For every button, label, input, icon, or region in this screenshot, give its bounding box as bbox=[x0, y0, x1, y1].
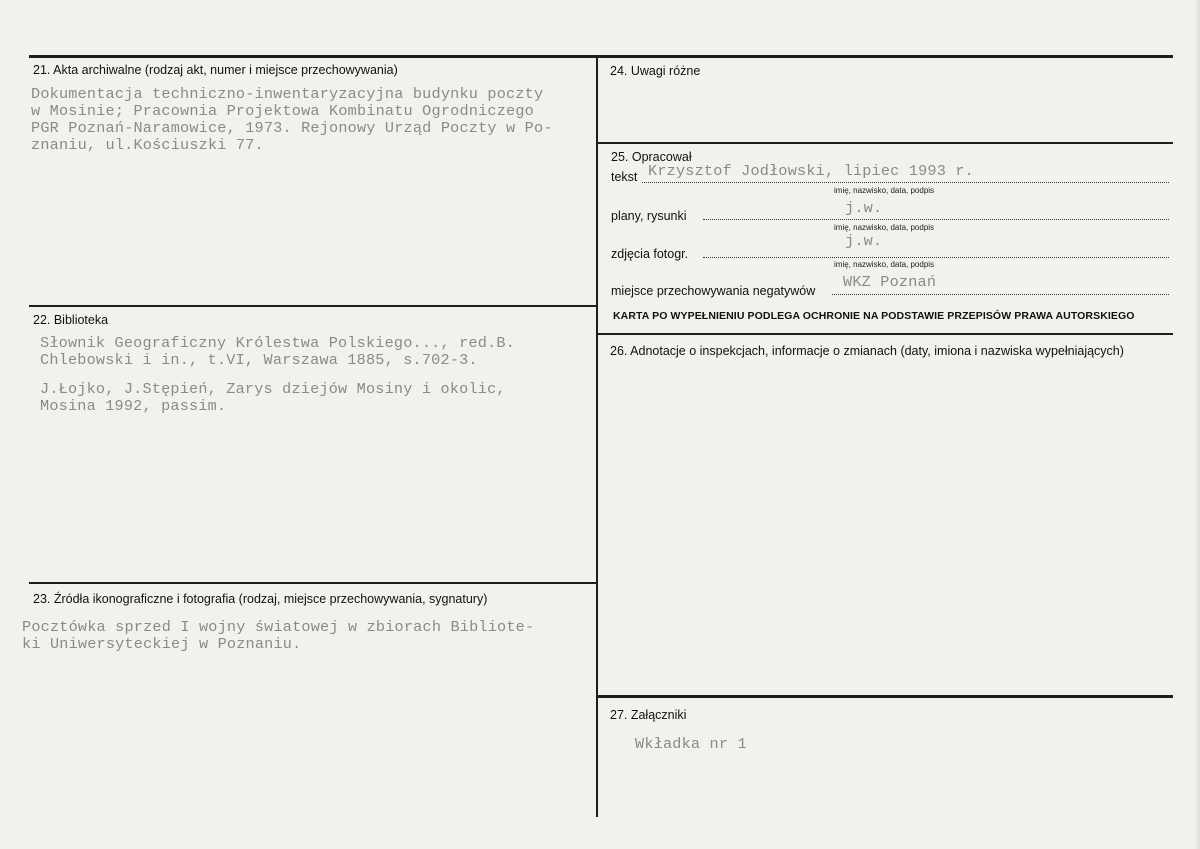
negatives-field-value: WKZ Poznań bbox=[843, 273, 937, 291]
photos-field-value: j.w. bbox=[845, 232, 883, 250]
section-21-label: 21. Akta archiwalne (rodzaj akt, numer i miejsce przechowywania) bbox=[33, 63, 398, 77]
text-field-caption: imię, nazwisko, data, podpis bbox=[834, 186, 935, 195]
copyright-notice: KARTA PO WYPEŁNIENIU PODLEGA OCHRONIE NA PODSTAWIE PRZEPISÓW PRAWA AUTORSKIEGO bbox=[613, 310, 1135, 322]
section-25-label: 25. Opracował bbox=[611, 150, 692, 164]
text-field-value: Krzysztof Jodłowski, lipiec 1993 r. bbox=[648, 162, 974, 180]
section-23-line-1: Pocztówka sprzed I wojny światowej w zbiorach Bibliote- bbox=[22, 618, 535, 636]
section-27-value: Wkładka nr 1 bbox=[635, 735, 747, 753]
plans-field-line bbox=[703, 219, 1169, 220]
plans-field-label: plany, rysunki bbox=[611, 209, 687, 223]
section-22-line-1: Słownik Geograficzny Królestwa Polskiego..., red.B. bbox=[40, 334, 516, 352]
section-22-label: 22. Biblioteka bbox=[33, 313, 109, 327]
section-21-line-2: w Mosinie; Pracownia Projektowa Kombinatu Ogrodniczego bbox=[31, 102, 534, 120]
section-26-label: 26. Adnotacje o inspekcjach, informacje o zmianach (daty, imiona i nazwiska wypełniających) bbox=[610, 344, 1124, 358]
photos-field-label: zdjęcia fotogr. bbox=[611, 247, 689, 261]
section-21-line-3: PGR Poznań-Naramowice, 1973. Rejonowy Urząd Poczty w Po- bbox=[31, 119, 553, 137]
card-edge-shadow bbox=[1194, 0, 1200, 849]
rule-25-26 bbox=[597, 333, 1173, 335]
negatives-field-line bbox=[832, 294, 1169, 295]
photos-field-line bbox=[703, 257, 1169, 258]
section-27-label: 27. Załączniki bbox=[610, 708, 687, 722]
plans-field-value: j.w. bbox=[845, 199, 883, 217]
rule-26-27 bbox=[597, 695, 1173, 698]
plans-field-caption: imię, nazwisko, data, podpis bbox=[834, 223, 935, 232]
section-23-label: 23. Źródła ikonograficzne i fotografia (rodzaj, miejsce przechowywania, sygnatury) bbox=[33, 592, 488, 606]
section-24-label: 24. Uwagi różne bbox=[610, 64, 701, 78]
rule-21-22 bbox=[29, 305, 597, 307]
photos-field-caption: imię, nazwisko, data, podpis bbox=[834, 260, 935, 269]
rule-22-23 bbox=[29, 582, 597, 584]
top-rule bbox=[29, 55, 1173, 58]
section-23-line-2: ki Uniwersyteckiej w Poznaniu. bbox=[22, 635, 302, 653]
center-vertical-rule bbox=[596, 55, 598, 817]
section-21-line-4: znaniu, ul.Kościuszki 77. bbox=[31, 136, 264, 154]
negatives-field-label: miejsce przechowywania negatywów bbox=[611, 284, 816, 298]
section-22-line-4: Mosina 1992, passim. bbox=[40, 397, 227, 415]
text-field-label: tekst bbox=[611, 170, 638, 184]
section-21-line-1: Dokumentacja techniczno-inwentaryzacyjna budynku poczty bbox=[31, 85, 544, 103]
text-field-line bbox=[642, 182, 1169, 183]
rule-24-25 bbox=[597, 142, 1173, 144]
section-22-line-2: Chlebowski i in., t.VI, Warszawa 1885, s.702-3. bbox=[40, 351, 478, 369]
section-22-line-3: J.Łojko, J.Stępień, Zarys dziejów Mosiny i okolic, bbox=[40, 380, 506, 398]
